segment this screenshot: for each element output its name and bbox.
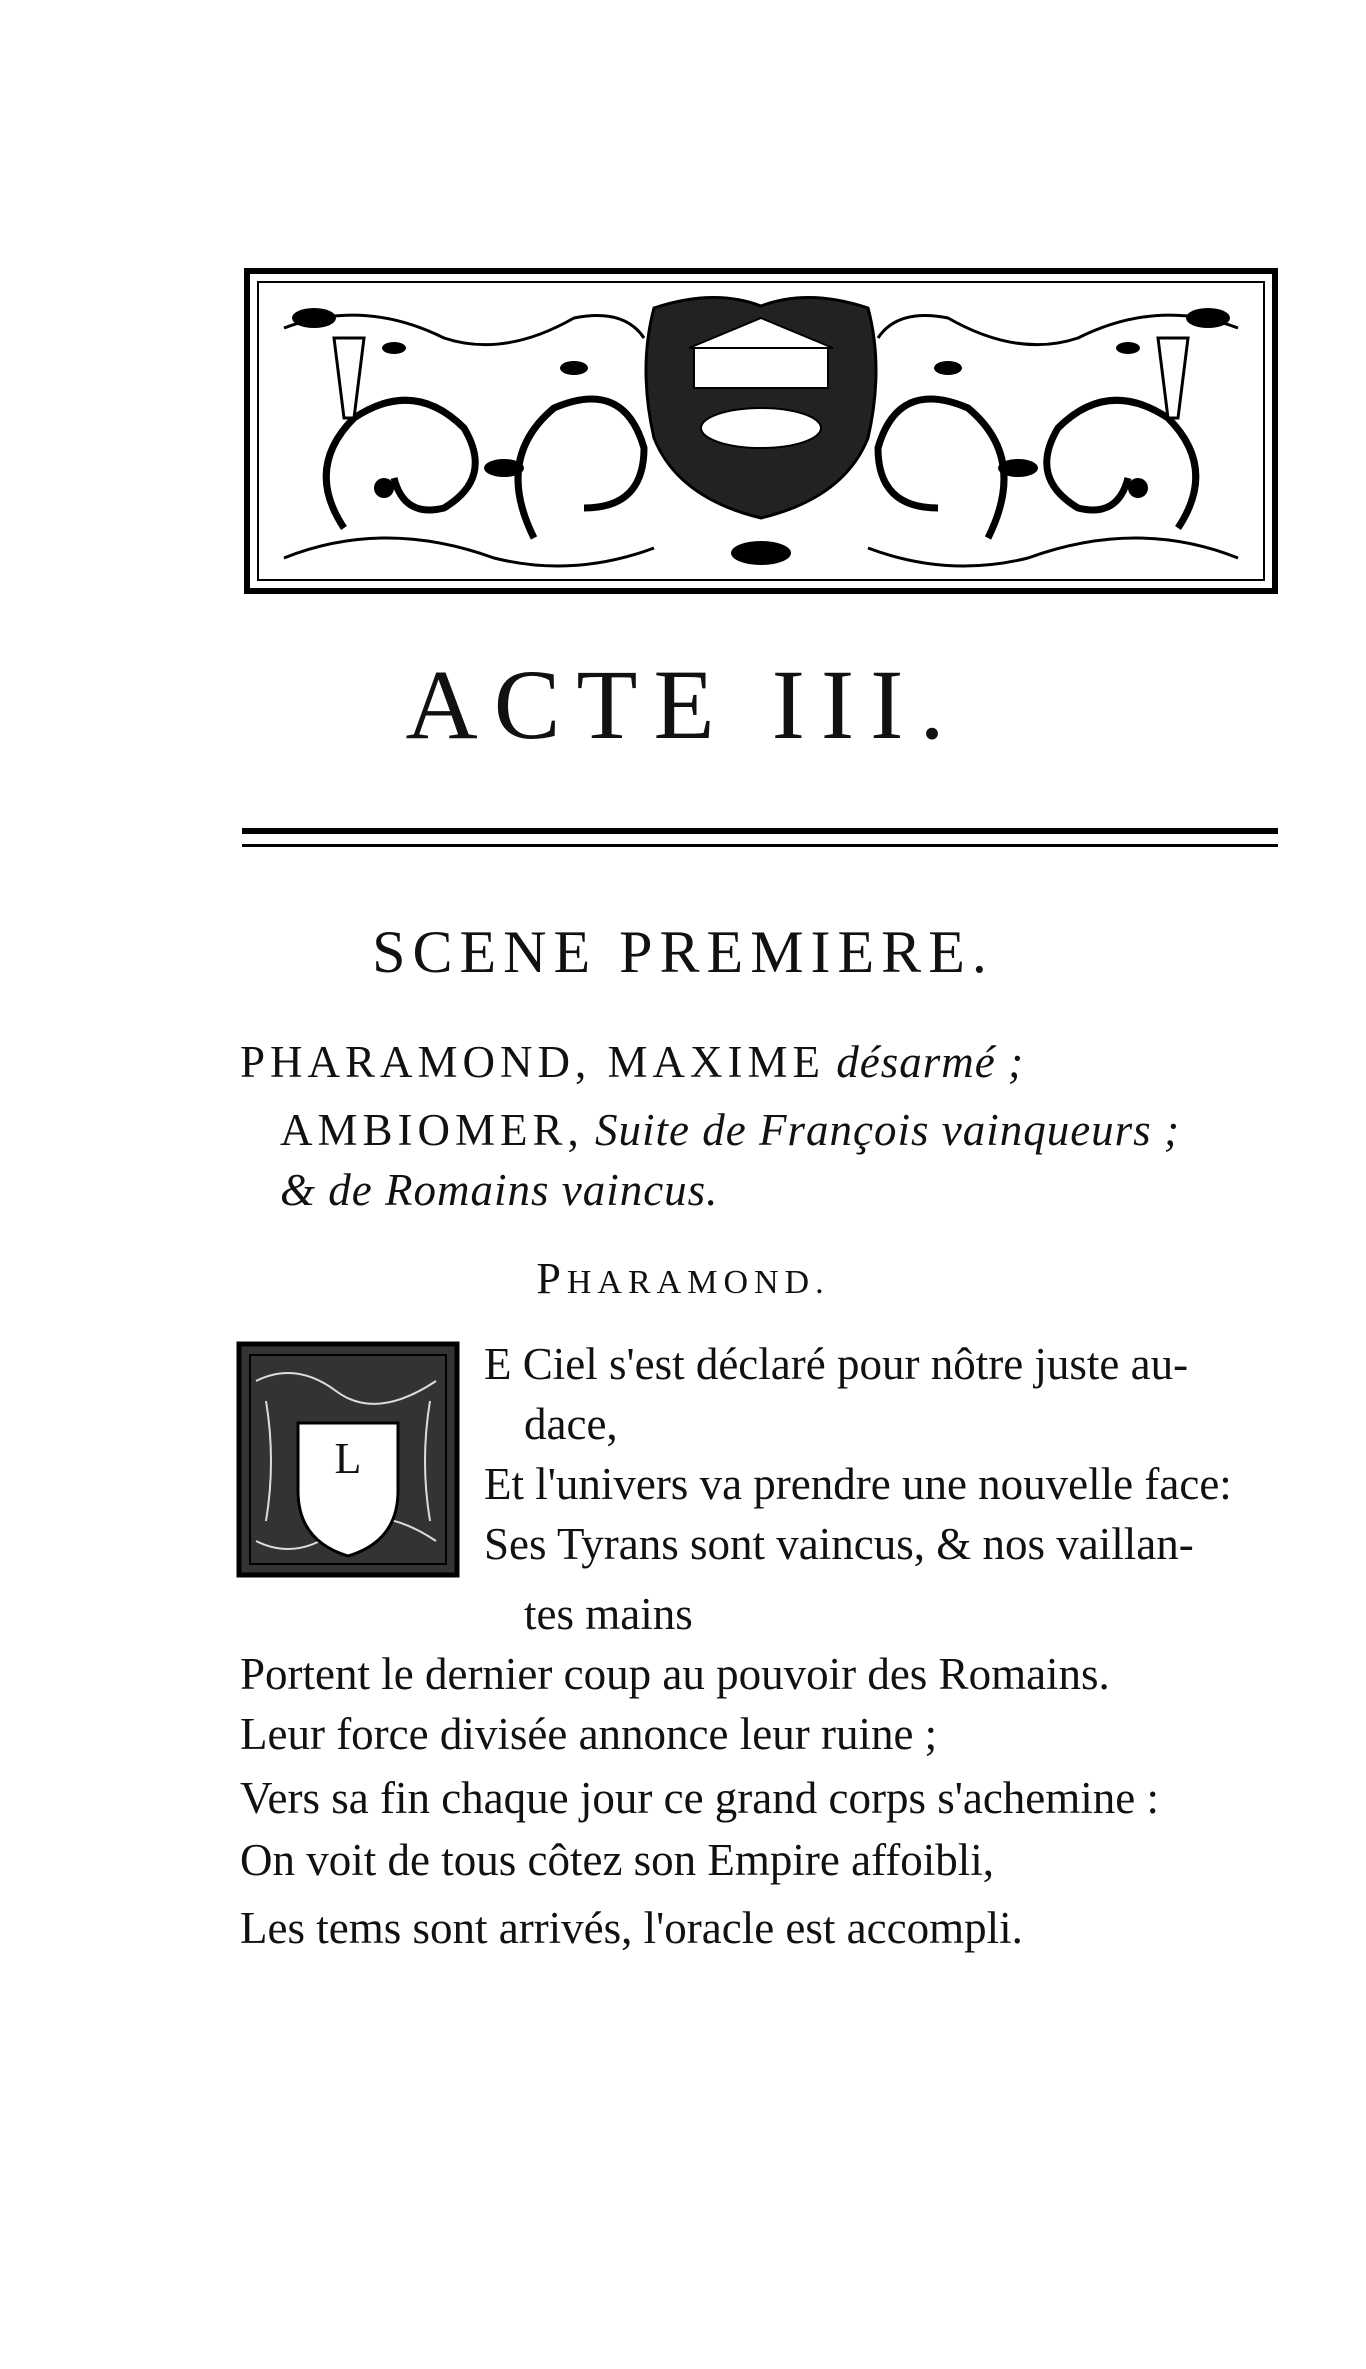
verse-line: Leur force divisée annonce leur ruine ; (240, 1709, 938, 1759)
cast-list-line (280, 1105, 1180, 1155)
cast-list-line (240, 1037, 1025, 1087)
speaker-rest: HARAMOND. (566, 1264, 830, 1301)
verse-line: Les tems sont arrivés, l'oracle est accompli. (240, 1903, 1023, 1953)
verse-line: Ses Tyrans sont vaincus, & nos vaillan- (484, 1519, 1194, 1569)
cast-names: AMBIOMER, (280, 1105, 584, 1155)
act-title: ACTE III. (405, 649, 961, 760)
cast-list-line (280, 1165, 719, 1215)
drop-cap (236, 1341, 460, 1578)
verse-line: tes mains (524, 1589, 693, 1639)
drop-cap-letter: L (334, 1434, 362, 1483)
verse-line: dace, (524, 1399, 618, 1449)
speaker-initial: P (536, 1254, 567, 1303)
scene-title: SCENE PREMIERE. (372, 919, 994, 985)
verse-line: Vers sa fin chaque jour ce grand corps s'achemine : (240, 1773, 1160, 1823)
cast-names: PHARAMOND, MAXIME (240, 1037, 826, 1087)
cast-note: Suite de François vainqueurs ; (595, 1105, 1180, 1155)
cast-note: désarmé ; (836, 1037, 1025, 1087)
verse-line: Et l'univers va prendre une nouvelle face: (484, 1459, 1232, 1509)
cast-note: & de Romains vaincus. (280, 1165, 719, 1215)
ornamental-headpiece (244, 268, 1278, 594)
verse-line: On voit de tous côtez son Empire affoibli, (240, 1835, 995, 1885)
verse-line: Portent le dernier coup au pouvoir des Romains. (240, 1649, 1110, 1699)
speaker-name (0, 1254, 1366, 1303)
verse-line: E Ciel s'est déclaré pour nôtre juste au- (484, 1339, 1189, 1389)
double-rule-divider (242, 818, 1278, 866)
